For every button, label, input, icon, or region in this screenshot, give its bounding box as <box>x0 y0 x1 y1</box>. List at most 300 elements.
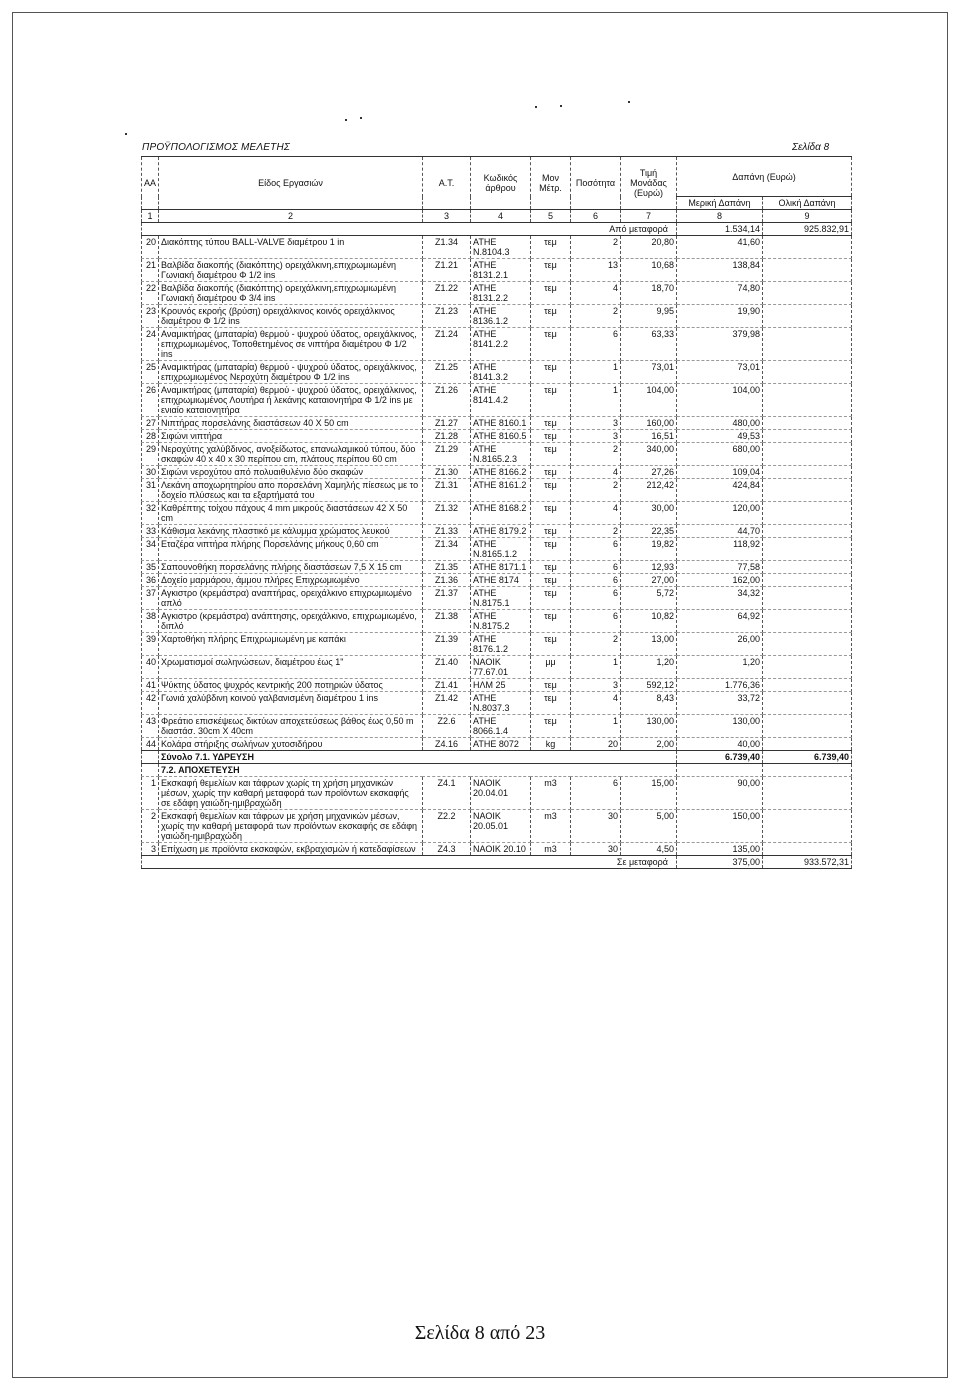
header-partial-cost: Μερική Δαπάνη <box>677 197 763 210</box>
subtotal-total: 6.739,40 <box>763 751 852 764</box>
row-unit-price: 12,93 <box>621 561 677 574</box>
table-row <box>142 525 852 538</box>
row-quantity: 6 <box>571 777 621 810</box>
table-row <box>142 777 852 810</box>
col-number: 3 <box>423 210 471 223</box>
row-total-cost <box>763 656 852 679</box>
row-total-cost <box>763 361 852 384</box>
row-unit-price: 30,00 <box>621 502 677 525</box>
row-article-code: ΑΤΗΕ 8141.2.2 <box>471 328 531 361</box>
row-number: 32 <box>142 502 159 525</box>
row-number: 43 <box>142 715 159 738</box>
row-quantity: 1 <box>571 361 621 384</box>
row-at: Z1.22 <box>423 282 471 305</box>
budget-table <box>141 156 852 869</box>
table-row <box>142 384 852 417</box>
header-article-code: Κωδικός άρθρου <box>471 157 531 210</box>
row-partial-cost: 73,01 <box>677 361 763 384</box>
row-description: Εταζέρα νιπτήρα πλήρης Πορσελάνης μήκους 0,60 cm <box>159 538 423 561</box>
row-unit-price: 130,00 <box>621 715 677 738</box>
row-description: Νιπτήρας πορσελάνης διαστάσεων 40 Χ 50 cm <box>159 417 423 430</box>
row-total-cost <box>763 305 852 328</box>
row-at: Z4.1 <box>423 777 471 810</box>
row-article-code: ΑΤΗΕ Ν.8165.2.3 <box>471 443 531 466</box>
row-article-code: ΑΤΗΕ 8174 <box>471 574 531 587</box>
row-partial-cost: 120,00 <box>677 502 763 525</box>
row-unit-price: 212,42 <box>621 479 677 502</box>
row-partial-cost: 424,84 <box>677 479 763 502</box>
row-description: Βαλβίδα διακοπής (διακόπτης) ορειχάλκινη,επιχρωμιωμένη Γωνιακή διαμέτρου Φ 1/2 ins <box>159 259 423 282</box>
row-partial-cost: 1,20 <box>677 656 763 679</box>
page-footer: Σελίδα 8 από 23 <box>414 1322 546 1344</box>
table-row <box>142 610 852 633</box>
row-unit: τεμ <box>531 466 571 479</box>
row-unit-price: 10,82 <box>621 610 677 633</box>
row-at: Z1.42 <box>423 692 471 715</box>
row-unit-price: 18,70 <box>621 282 677 305</box>
row-unit: τεμ <box>531 479 571 502</box>
row-quantity: 30 <box>571 810 621 843</box>
row-description: Κολάρα στήριξης σωλήνων χυτοσιδήρου <box>159 738 423 751</box>
row-partial-cost: 150,00 <box>677 810 763 843</box>
row-at: Z1.38 <box>423 610 471 633</box>
row-total-cost <box>763 633 852 656</box>
row-at: Z1.23 <box>423 305 471 328</box>
row-partial-cost: 680,00 <box>677 443 763 466</box>
row-unit-price: 9,95 <box>621 305 677 328</box>
row-quantity: 1 <box>571 656 621 679</box>
col-number: 2 <box>159 210 423 223</box>
row-description: Λεκάνη αποχωρητηρίου απο πορσελάνη Χαμηλής πίεσεως με το δοχείο πλύσεως και τα εξαρτήματά του <box>159 479 423 502</box>
row-description: Αγκιστρο (κρεμάστρα) αναπτήρας, ορειχάλκινο επιχρωμιωμένο απλό <box>159 587 423 610</box>
row-partial-cost: 41,60 <box>677 236 763 259</box>
table-row <box>142 692 852 715</box>
row-at: Z1.27 <box>423 417 471 430</box>
row-article-code: ΑΤΗΕ 8176.1.2 <box>471 633 531 656</box>
row-article-code: ΑΤΗΕ 8141.3.2 <box>471 361 531 384</box>
row-description: Ψύκτης ύδατος ψυχρός κεντρικής 200 ποτηριών ύδατος <box>159 679 423 692</box>
row-quantity: 2 <box>571 633 621 656</box>
table-row <box>142 587 852 610</box>
row-description: Εκσκαφή θεμελίων και τάφρων χωρίς τη χρήση μηχανικών μέσων, χωρίς την καθαρή μεταφορά των προϊόντων εκσκαφής σε εδάφη γαιώδη-ημιβραχώδη <box>159 777 423 810</box>
col-number: 5 <box>531 210 571 223</box>
row-partial-cost: 90,00 <box>677 777 763 810</box>
table-row <box>142 679 852 692</box>
row-article-code: ΑΤΗΕ Ν.8175.2 <box>471 610 531 633</box>
row-unit-price: 4,50 <box>621 843 677 856</box>
row-number: 30 <box>142 466 159 479</box>
row-total-cost <box>763 587 852 610</box>
carry-in-row <box>142 223 852 236</box>
row-at: Z1.29 <box>423 443 471 466</box>
row-unit-price: 20,80 <box>621 236 677 259</box>
row-article-code: ΑΤΗΕ 8179.2 <box>471 525 531 538</box>
row-number: 25 <box>142 361 159 384</box>
row-unit-price: 104,00 <box>621 384 677 417</box>
row-at: Z1.35 <box>423 561 471 574</box>
row-article-code: ΑΤΗΕ 8141.4.2 <box>471 384 531 417</box>
row-number: 36 <box>142 574 159 587</box>
row-unit-price: 73,01 <box>621 361 677 384</box>
row-partial-cost: 19,90 <box>677 305 763 328</box>
row-unit: m3 <box>531 777 571 810</box>
row-partial-cost: 138,84 <box>677 259 763 282</box>
row-quantity: 4 <box>571 502 621 525</box>
row-partial-cost: 49,53 <box>677 430 763 443</box>
row-unit: τεμ <box>531 430 571 443</box>
row-partial-cost: 162,00 <box>677 574 763 587</box>
row-number: 22 <box>142 282 159 305</box>
row-total-cost <box>763 328 852 361</box>
row-description: Αναμικτήρας (μπαταρία) θερμού - ψυχρού ύδατος, ορειχάλκινος, επιχρωμιωμένος, Τοποθετημένος σε νιπτήρα διαμέτρου Φ 1/2 ins <box>159 328 423 361</box>
header-unit: Μον Μέτρ. <box>531 157 571 210</box>
row-at: Z1.36 <box>423 574 471 587</box>
table-row <box>142 715 852 738</box>
row-total-cost <box>763 810 852 843</box>
table-row <box>142 538 852 561</box>
row-unit-price: 63,33 <box>621 328 677 361</box>
row-partial-cost: 40,00 <box>677 738 763 751</box>
row-partial-cost: 104,00 <box>677 384 763 417</box>
row-unit-price: 10,68 <box>621 259 677 282</box>
row-at: Z1.40 <box>423 656 471 679</box>
row-article-code: ΑΤΗΕ Ν.8104.3 <box>471 236 531 259</box>
row-unit-price: 340,00 <box>621 443 677 466</box>
table-row <box>142 502 852 525</box>
table-row <box>142 259 852 282</box>
row-quantity: 2 <box>571 305 621 328</box>
row-number: 35 <box>142 561 159 574</box>
row-unit: τεμ <box>531 538 571 561</box>
row-at: Z1.33 <box>423 525 471 538</box>
row-partial-cost: 44,70 <box>677 525 763 538</box>
row-partial-cost: 26,00 <box>677 633 763 656</box>
row-unit-price: 160,00 <box>621 417 677 430</box>
row-unit: τεμ <box>531 525 571 538</box>
row-number: 24 <box>142 328 159 361</box>
row-at: Z1.37 <box>423 587 471 610</box>
row-unit: τεμ <box>531 305 571 328</box>
row-number: 42 <box>142 692 159 715</box>
table-row <box>142 574 852 587</box>
row-quantity: 13 <box>571 259 621 282</box>
row-partial-cost: 1.776,36 <box>677 679 763 692</box>
row-total-cost <box>763 430 852 443</box>
row-unit: τεμ <box>531 561 571 574</box>
header-row <box>142 157 852 197</box>
row-unit: τεμ <box>531 259 571 282</box>
row-partial-cost: 130,00 <box>677 715 763 738</box>
carry-in-total: 925.832,91 <box>763 223 852 236</box>
table-row <box>142 443 852 466</box>
row-description: Γωνιά χαλύβδινη κοινού γαλβανισμένη διαμέτρου 1 ins <box>159 692 423 715</box>
row-at: Z1.26 <box>423 384 471 417</box>
row-quantity: 6 <box>571 328 621 361</box>
row-unit-price: 8,43 <box>621 692 677 715</box>
row-description: Φρεάτιο επισκέψεως δικτύων αποχετεύσεως βάθος έως 0,50 m διαστάσ. 30cm Χ 40cm <box>159 715 423 738</box>
row-number: 40 <box>142 656 159 679</box>
row-total-cost <box>763 538 852 561</box>
row-unit-price: 19,82 <box>621 538 677 561</box>
row-at: Z1.31 <box>423 479 471 502</box>
row-at: Z1.32 <box>423 502 471 525</box>
row-unit-price: 1,20 <box>621 656 677 679</box>
row-at: Z4.3 <box>423 843 471 856</box>
row-total-cost <box>763 502 852 525</box>
row-quantity: 4 <box>571 282 621 305</box>
row-article-code: ΑΤΗΕ 8131.2.2 <box>471 282 531 305</box>
row-number: 3 <box>142 843 159 856</box>
table-row <box>142 282 852 305</box>
scan-specks <box>0 0 960 140</box>
row-quantity: 6 <box>571 610 621 633</box>
row-unit: kg <box>531 738 571 751</box>
subtotal-row <box>142 751 852 764</box>
row-at: Z1.41 <box>423 679 471 692</box>
table-row <box>142 479 852 502</box>
row-partial-cost: 33,72 <box>677 692 763 715</box>
header-work-type: Είδος Εργασιών <box>159 157 423 210</box>
blank-cell <box>142 764 159 777</box>
row-unit-price: 27,00 <box>621 574 677 587</box>
row-unit: τεμ <box>531 633 571 656</box>
header-unit-price: Τιμή Μονάδας (Ευρώ) <box>621 157 677 210</box>
row-quantity: 2 <box>571 443 621 466</box>
row-total-cost <box>763 259 852 282</box>
row-at: Z1.39 <box>423 633 471 656</box>
row-description: Εκσκαφή θεμελίων και τάφρων με χρήση μηχανικών μέσων, χωρίς την καθαρή μεταφορά των προϊόντων εκσκαφής σε εδάφη γαιώδη-ημιβραχώδη <box>159 810 423 843</box>
row-quantity: 2 <box>571 236 621 259</box>
row-partial-cost: 135,00 <box>677 843 763 856</box>
row-total-cost <box>763 384 852 417</box>
row-partial-cost: 34,32 <box>677 587 763 610</box>
row-number: 20 <box>142 236 159 259</box>
row-number: 23 <box>142 305 159 328</box>
row-unit-price: 592,12 <box>621 679 677 692</box>
row-article-code: ΑΤΗΕ 8161.2 <box>471 479 531 502</box>
carry-out-total: 933.572,31 <box>763 856 852 869</box>
row-unit: τεμ <box>531 502 571 525</box>
row-partial-cost: 64,92 <box>677 610 763 633</box>
row-partial-cost: 77,58 <box>677 561 763 574</box>
row-number: 31 <box>142 479 159 502</box>
row-at: Z1.30 <box>423 466 471 479</box>
row-total-cost <box>763 610 852 633</box>
row-quantity: 1 <box>571 384 621 417</box>
row-description: Επίχωση με προϊόντα εκσκαφών, εκβραχισμών ή κατεδαφίσεων <box>159 843 423 856</box>
row-article-code: ΑΤΗΕ 8066.1.4 <box>471 715 531 738</box>
row-unit-price: 16,51 <box>621 430 677 443</box>
row-article-code: ΑΤΗΕ 8168.2 <box>471 502 531 525</box>
row-number: 27 <box>142 417 159 430</box>
header-at: Α.Τ. <box>423 157 471 210</box>
row-article-code: ΝΑΟΙΚ 20.05.01 <box>471 810 531 843</box>
row-unit: τεμ <box>531 417 571 430</box>
row-quantity: 4 <box>571 692 621 715</box>
carry-out-row <box>142 856 852 869</box>
carry-out-partial: 375,00 <box>677 856 763 869</box>
row-partial-cost: 109,04 <box>677 466 763 479</box>
row-total-cost <box>763 843 852 856</box>
row-description: Καθρέπτης τοίχου πάχους 4 mm μικρούς διαστάσεων 42 Χ 50 cm <box>159 502 423 525</box>
row-total-cost <box>763 777 852 810</box>
header-total-cost: Ολική Δαπάνη <box>763 197 852 210</box>
row-quantity: 2 <box>571 479 621 502</box>
row-article-code: ΑΤΗΕ 8160.5 <box>471 430 531 443</box>
header-aa: ΑΑ <box>142 157 159 210</box>
col-number: 8 <box>677 210 763 223</box>
row-at: Z1.34 <box>423 538 471 561</box>
row-quantity: 3 <box>571 417 621 430</box>
row-partial-cost: 480,00 <box>677 417 763 430</box>
section-heading-label: 7.2. ΑΠΟΧΕΤΕΥΣΗ <box>159 764 677 777</box>
table-row <box>142 738 852 751</box>
table-row <box>142 466 852 479</box>
row-number: 41 <box>142 679 159 692</box>
row-article-code: ΑΤΗΕ Ν.8175.1 <box>471 587 531 610</box>
table-row <box>142 633 852 656</box>
row-total-cost <box>763 282 852 305</box>
row-number: 26 <box>142 384 159 417</box>
row-total-cost <box>763 236 852 259</box>
row-unit: τεμ <box>531 443 571 466</box>
row-total-cost <box>763 443 852 466</box>
row-unit-price: 5,00 <box>621 810 677 843</box>
row-total-cost <box>763 417 852 430</box>
row-number: 21 <box>142 259 159 282</box>
row-article-code: ΑΤΗΕ 8131.2.1 <box>471 259 531 282</box>
row-total-cost <box>763 561 852 574</box>
row-partial-cost: 74,80 <box>677 282 763 305</box>
row-partial-cost: 379,98 <box>677 328 763 361</box>
row-unit: τεμ <box>531 715 571 738</box>
row-unit: τεμ <box>531 692 571 715</box>
row-number: 37 <box>142 587 159 610</box>
row-number: 38 <box>142 610 159 633</box>
row-total-cost <box>763 479 852 502</box>
subtotal-label: Σύνολο 7.1. ΥΔΡΕΥΣΗ <box>159 751 677 764</box>
row-unit: τεμ <box>531 679 571 692</box>
row-description: Νεροχύτης χαλύβδινος, ανοξείδωτος, επανωλαμικού τύπου, δύο σκαφών 40 x 40 x 30 περίπου cm, πλάτους περίπου 60 cm <box>159 443 423 466</box>
table-row <box>142 417 852 430</box>
col-number: 6 <box>571 210 621 223</box>
row-total-cost <box>763 692 852 715</box>
row-quantity: 2 <box>571 525 621 538</box>
table-row <box>142 656 852 679</box>
carry-in-label: Από μεταφορά <box>142 223 677 236</box>
row-description: Χαρτοθήκη πλήρης Επιχρωμιωμένη με καπάκι <box>159 633 423 656</box>
table-row <box>142 361 852 384</box>
table-row <box>142 810 852 843</box>
row-total-cost <box>763 679 852 692</box>
row-unit: τεμ <box>531 282 571 305</box>
row-partial-cost: 118,92 <box>677 538 763 561</box>
row-number: 29 <box>142 443 159 466</box>
row-unit-price: 2,00 <box>621 738 677 751</box>
row-unit: τεμ <box>531 574 571 587</box>
row-unit-price: 27,26 <box>621 466 677 479</box>
subtotal-partial: 6.739,40 <box>677 751 763 764</box>
blank-cell <box>677 764 763 777</box>
row-unit: τεμ <box>531 610 571 633</box>
row-number: 28 <box>142 430 159 443</box>
blank-cell <box>142 751 159 764</box>
row-quantity: 3 <box>571 430 621 443</box>
row-description: Αναμικτήρας (μπαταρία) θερμού - ψυχρού ύδατος, ορειχάλκινος, επιχρωμιωμένος Νεροχύτη διαμέτρου Φ 1/2 ins <box>159 361 423 384</box>
row-unit-price: 5,72 <box>621 587 677 610</box>
row-description: Βαλβίδα διακοπής (διακόπτης) ορειχάλκινη,επιχρωμιωμένη Γωνιακή διαμέτρου Φ 3/4 ins <box>159 282 423 305</box>
row-at: Z1.28 <box>423 430 471 443</box>
header-cost-group: Δαπάνη (Ευρώ) <box>677 157 852 197</box>
row-quantity: 30 <box>571 843 621 856</box>
row-number: 2 <box>142 810 159 843</box>
row-description: Χρωματισμοί σωληνώσεων, διαμέτρου έως 1" <box>159 656 423 679</box>
row-number: 34 <box>142 538 159 561</box>
row-unit: τεμ <box>531 587 571 610</box>
row-total-cost <box>763 466 852 479</box>
row-quantity: 6 <box>571 538 621 561</box>
row-number: 1 <box>142 777 159 810</box>
row-total-cost <box>763 574 852 587</box>
col-number: 4 <box>471 210 531 223</box>
row-quantity: 1 <box>571 715 621 738</box>
table-row <box>142 561 852 574</box>
row-number: 44 <box>142 738 159 751</box>
row-at: Z1.24 <box>423 328 471 361</box>
row-number: 33 <box>142 525 159 538</box>
row-unit: μμ <box>531 656 571 679</box>
row-unit-price: 15,00 <box>621 777 677 810</box>
table-row <box>142 843 852 856</box>
table-row <box>142 430 852 443</box>
row-description: Δοχείο μαρμάρου, άμμου πλήρες Επιχρωμιωμένο <box>159 574 423 587</box>
row-at: Z2.2 <box>423 810 471 843</box>
row-article-code: ΝΑΟΙΚ 20.10 <box>471 843 531 856</box>
row-description: Σιφώνι νιπτήρα <box>159 430 423 443</box>
row-total-cost <box>763 738 852 751</box>
row-article-code: ΑΤΗΕ Ν.8165.1.2 <box>471 538 531 561</box>
row-article-code: ΑΤΗΕ 8171.1 <box>471 561 531 574</box>
row-unit: τεμ <box>531 361 571 384</box>
row-at: Z4.16 <box>423 738 471 751</box>
col-number: 7 <box>621 210 677 223</box>
table-row <box>142 236 852 259</box>
row-article-code: ΑΤΗΕ 8166.2 <box>471 466 531 479</box>
col-number: 9 <box>763 210 852 223</box>
row-unit: m3 <box>531 843 571 856</box>
row-article-code: ΑΤΗΕ 8072 <box>471 738 531 751</box>
row-description: Σαπουνοθήκη πορσελάνης πλήρης διαστάσεων 7,5 Χ 15 cm <box>159 561 423 574</box>
row-unit: τεμ <box>531 384 571 417</box>
row-quantity: 20 <box>571 738 621 751</box>
row-description: Διακόπτης τύπου BALL-VALVE διαμέτρου 1 in <box>159 236 423 259</box>
row-at: Z1.21 <box>423 259 471 282</box>
row-unit-price: 13,00 <box>621 633 677 656</box>
row-description: Κάθισμα λεκάνης πλαστικό με κάλυμμα χρώματος λευκού <box>159 525 423 538</box>
carry-in-partial: 1.534,14 <box>677 223 763 236</box>
table-row <box>142 305 852 328</box>
column-number-row <box>142 210 852 223</box>
row-at: Z1.25 <box>423 361 471 384</box>
row-description: Σιφώνι νεροχύτου από πολυαιθυλένιο δύο σκαφών <box>159 466 423 479</box>
row-article-code: ΑΤΗΕ 8160.1 <box>471 417 531 430</box>
row-quantity: 6 <box>571 574 621 587</box>
row-at: Z1.34 <box>423 236 471 259</box>
table-row <box>142 328 852 361</box>
row-unit: τεμ <box>531 236 571 259</box>
row-unit: m3 <box>531 810 571 843</box>
row-article-code: ΑΤΗΕ Ν.8037.3 <box>471 692 531 715</box>
